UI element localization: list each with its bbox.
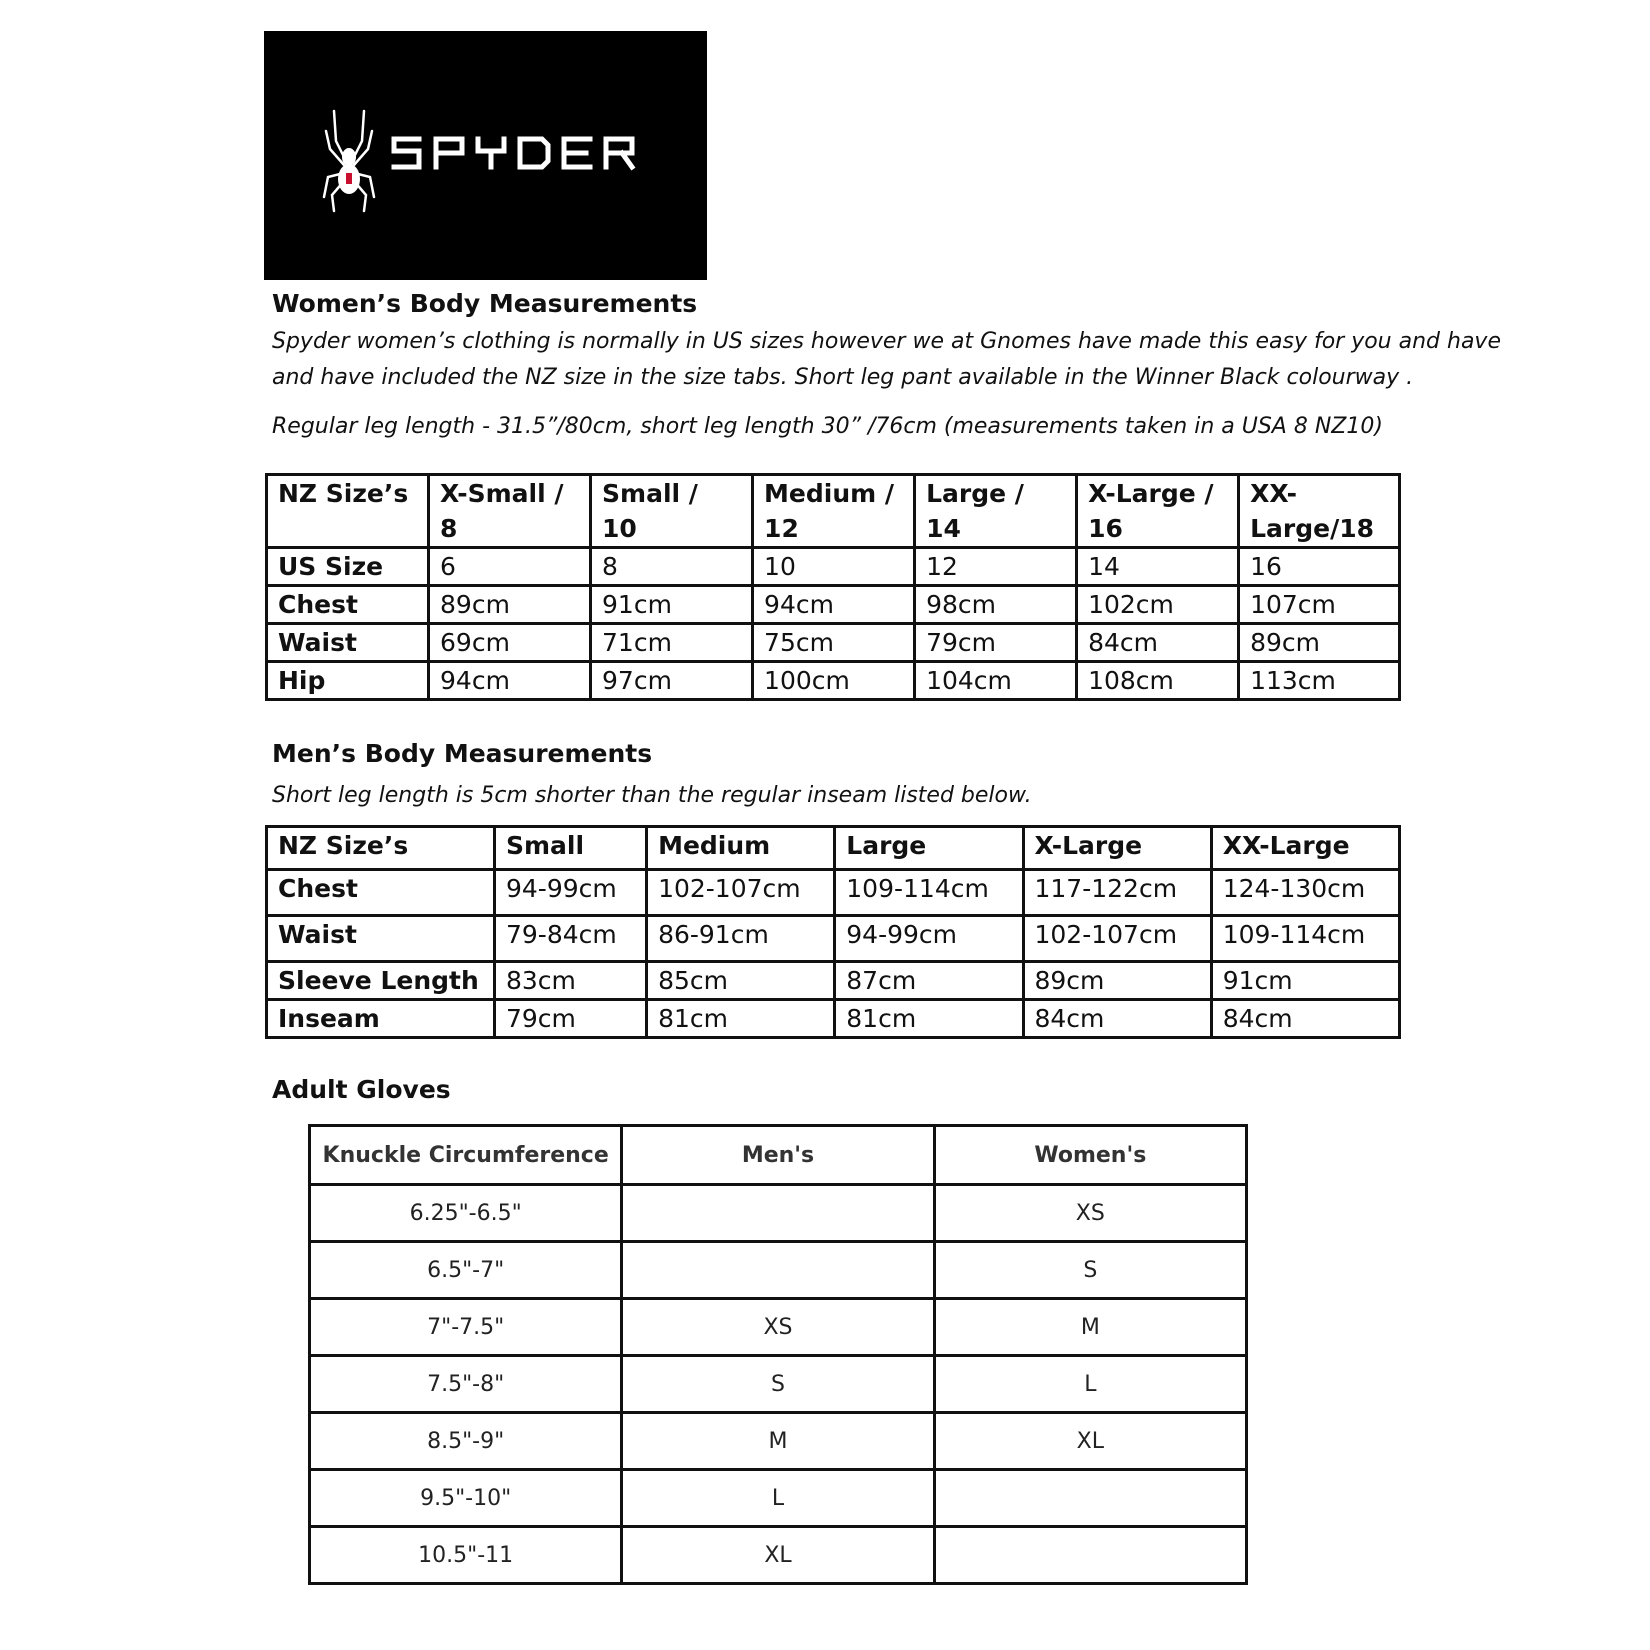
- header-cell: Knuckle Circumference: [310, 1126, 622, 1185]
- table-cell: XL: [622, 1527, 934, 1584]
- table-cell: 6: [429, 548, 591, 586]
- table-row: [267, 962, 1400, 1000]
- table-cell: 75cm: [753, 624, 915, 662]
- table-cell: [622, 1242, 934, 1299]
- table-row: [267, 1000, 1400, 1038]
- table-cell: 84cm: [1023, 1000, 1211, 1038]
- table-row: [310, 1185, 1247, 1242]
- table-cell: 113cm: [1239, 662, 1400, 700]
- row-label: Hip: [267, 662, 429, 700]
- table-cell: 102-107cm: [1023, 916, 1211, 962]
- table-cell: 6.25"-6.5": [310, 1185, 622, 1242]
- table-cell: XL: [934, 1413, 1246, 1470]
- table-cell: 84cm: [1077, 624, 1239, 662]
- row-label: US Size: [267, 548, 429, 586]
- women-size-table: [265, 473, 1401, 701]
- table-cell: 86-91cm: [647, 916, 835, 962]
- header-cell: Small: [495, 827, 647, 870]
- table-cell: 91cm: [591, 586, 753, 624]
- table-cell: 79-84cm: [495, 916, 647, 962]
- header-cell: Small / 10: [591, 475, 753, 548]
- header-cell: XX-Large: [1211, 827, 1399, 870]
- table-cell: S: [622, 1356, 934, 1413]
- row-label: Inseam: [267, 1000, 495, 1038]
- table-cell: XS: [934, 1185, 1246, 1242]
- table-cell: 81cm: [647, 1000, 835, 1038]
- table-header-row: [310, 1126, 1247, 1185]
- table-cell: 83cm: [495, 962, 647, 1000]
- table-cell: 117-122cm: [1023, 870, 1211, 916]
- table-cell: L: [934, 1356, 1246, 1413]
- table-cell: 104cm: [915, 662, 1077, 700]
- header-cell: X-Large / 16: [1077, 475, 1239, 548]
- table-row: [310, 1470, 1247, 1527]
- header-cell: Large: [835, 827, 1023, 870]
- women-title: Women’s Body Measurements: [272, 289, 698, 318]
- table-cell: 9.5"-10": [310, 1470, 622, 1527]
- header-cell: X-Large: [1023, 827, 1211, 870]
- row-label: Chest: [267, 870, 495, 916]
- table-row: [310, 1356, 1247, 1413]
- table-cell: 109-114cm: [835, 870, 1023, 916]
- men-size-table: [265, 825, 1401, 1039]
- table-cell: 100cm: [753, 662, 915, 700]
- table-cell: 6.5"-7": [310, 1242, 622, 1299]
- table-cell: 7.5"-8": [310, 1356, 622, 1413]
- table-cell: 71cm: [591, 624, 753, 662]
- spyder-logo: [264, 31, 707, 280]
- table-cell: [934, 1527, 1246, 1584]
- table-row: [310, 1242, 1247, 1299]
- table-cell: XS: [622, 1299, 934, 1356]
- table-cell: 7"-7.5": [310, 1299, 622, 1356]
- men-note: Short leg length is 5cm shorter than the regular inseam listed below.: [272, 783, 1032, 808]
- table-header-row: [267, 475, 1400, 548]
- table-cell: 109-114cm: [1211, 916, 1399, 962]
- table-row: [310, 1413, 1247, 1470]
- header-cell: NZ Size’s: [267, 827, 495, 870]
- table-cell: 108cm: [1077, 662, 1239, 700]
- table-cell: 89cm: [1239, 624, 1400, 662]
- table-cell: 94-99cm: [835, 916, 1023, 962]
- table-cell: 98cm: [915, 586, 1077, 624]
- table-cell: [934, 1470, 1246, 1527]
- men-title: Men’s Body Measurements: [272, 739, 653, 768]
- table-cell: 89cm: [1023, 962, 1211, 1000]
- row-label: Waist: [267, 624, 429, 662]
- header-cell: XX-Large/18: [1239, 475, 1400, 548]
- table-cell: 124-130cm: [1211, 870, 1399, 916]
- table-cell: S: [934, 1242, 1246, 1299]
- table-cell: 10: [753, 548, 915, 586]
- row-label: Chest: [267, 586, 429, 624]
- table-row: [267, 916, 1400, 962]
- women-note-line3: Regular leg length - 31.5”/80cm, short leg length 30” /76cm (measurements taken in a USA 8 NZ10): [272, 414, 1383, 439]
- table-cell: 10.5"-11: [310, 1527, 622, 1584]
- table-row: [310, 1299, 1247, 1356]
- table-row: [267, 624, 1400, 662]
- table-cell: 102cm: [1077, 586, 1239, 624]
- table-cell: 94cm: [753, 586, 915, 624]
- table-cell: 89cm: [429, 586, 591, 624]
- women-note-line2: and have included the NZ size in the size tabs. Short leg pant available in the Winner Black colourway .: [272, 365, 1414, 390]
- table-cell: 16: [1239, 548, 1400, 586]
- table-cell: 79cm: [915, 624, 1077, 662]
- table-cell: 94cm: [429, 662, 591, 700]
- table-cell: M: [934, 1299, 1246, 1356]
- spider-icon: [264, 31, 707, 280]
- header-cell: Medium: [647, 827, 835, 870]
- gloves-title: Adult Gloves: [272, 1075, 451, 1104]
- table-row: [267, 548, 1400, 586]
- gloves-size-table: [308, 1124, 1248, 1585]
- table-cell: 8.5"-9": [310, 1413, 622, 1470]
- table-cell: 91cm: [1211, 962, 1399, 1000]
- table-cell: 107cm: [1239, 586, 1400, 624]
- table-cell: 79cm: [495, 1000, 647, 1038]
- table-cell: 81cm: [835, 1000, 1023, 1038]
- table-cell: 85cm: [647, 962, 835, 1000]
- header-cell: Men's: [622, 1126, 934, 1185]
- table-cell: 12: [915, 548, 1077, 586]
- row-label: Waist: [267, 916, 495, 962]
- table-cell: 69cm: [429, 624, 591, 662]
- table-row: [267, 586, 1400, 624]
- header-cell: Large / 14: [915, 475, 1077, 548]
- women-note-line1: Spyder women’s clothing is normally in US sizes however we at Gnomes have made this easy for you and have: [272, 329, 1501, 354]
- table-cell: 84cm: [1211, 1000, 1399, 1038]
- table-cell: 102-107cm: [647, 870, 835, 916]
- table-cell: 94-99cm: [495, 870, 647, 916]
- table-cell: L: [622, 1470, 934, 1527]
- table-row: [310, 1527, 1247, 1584]
- table-cell: [622, 1185, 934, 1242]
- table-header-row: [267, 827, 1400, 870]
- table-cell: 8: [591, 548, 753, 586]
- header-cell: X-Small / 8: [429, 475, 591, 548]
- header-cell: Medium / 12: [753, 475, 915, 548]
- header-cell: Women's: [934, 1126, 1246, 1185]
- table-cell: 14: [1077, 548, 1239, 586]
- table-cell: 87cm: [835, 962, 1023, 1000]
- table-cell: M: [622, 1413, 934, 1470]
- table-cell: 97cm: [591, 662, 753, 700]
- header-cell: NZ Size’s: [267, 475, 429, 548]
- table-row: [267, 662, 1400, 700]
- row-label: Sleeve Length: [267, 962, 495, 1000]
- table-row: [267, 870, 1400, 916]
